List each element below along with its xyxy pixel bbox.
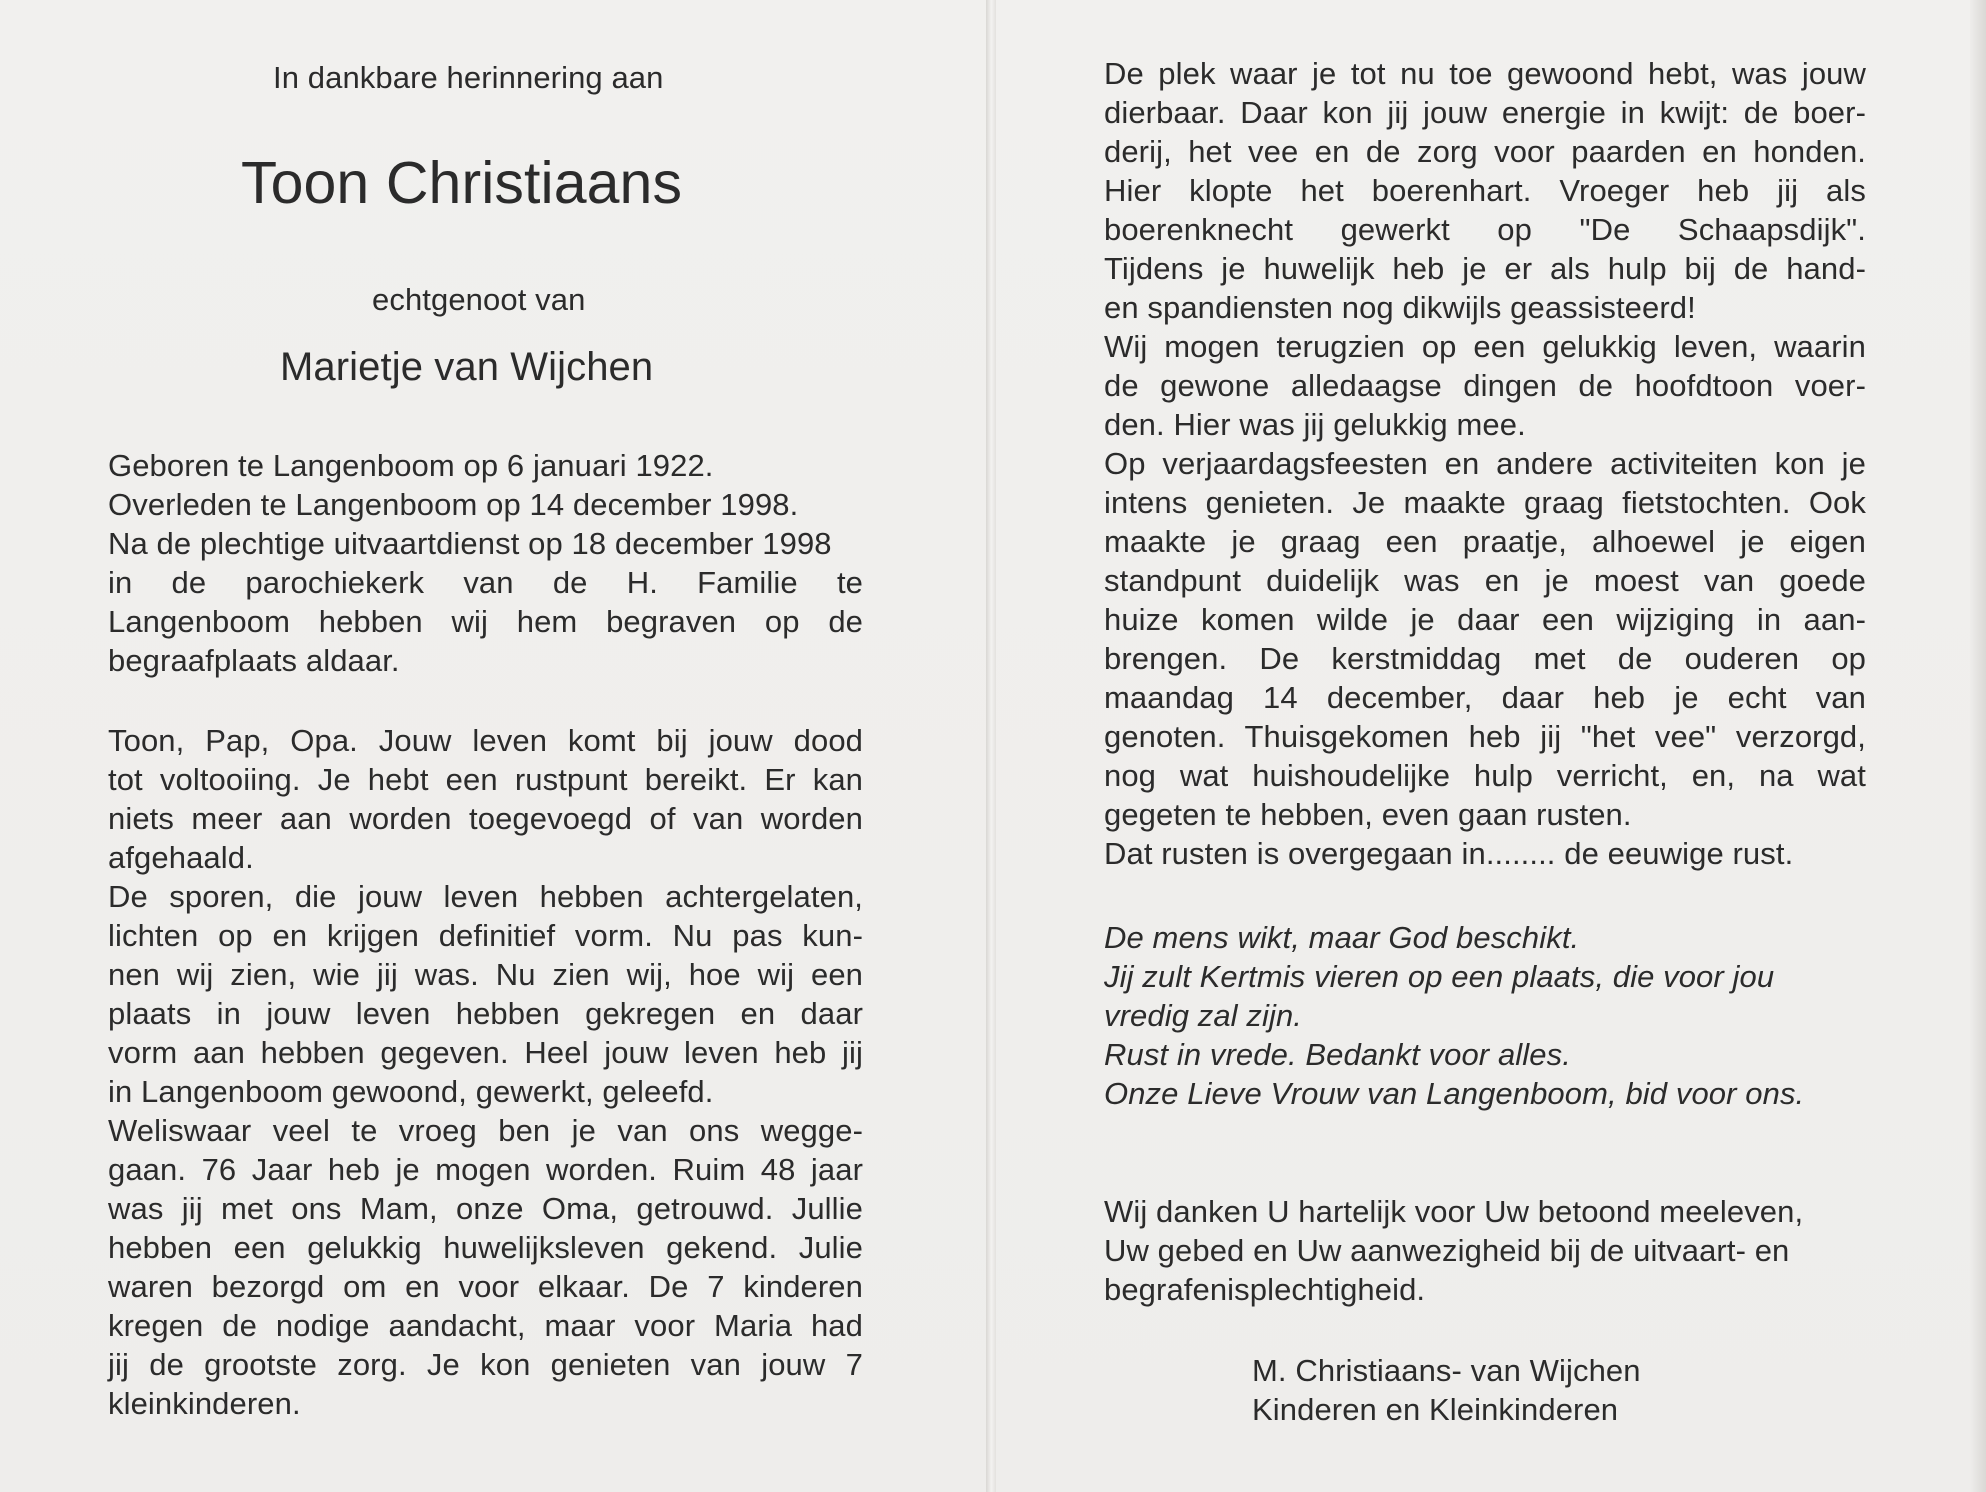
- text-line: huize komen wilde je daar een wijziging in aan-: [1104, 602, 1866, 637]
- quote-line: Onze Lieve Vrouw van Langenboom, bid voor ons.: [1104, 1076, 1805, 1111]
- text-line: en spandiensten nog dikwijls geassisteerd!: [1104, 290, 1696, 325]
- text-line: waren bezorgd om en voor elkaar. De 7 kinderen: [108, 1269, 863, 1304]
- text-line: genoten. Thuisgekomen heb jij "het vee" verzorgd,: [1104, 719, 1866, 754]
- quote-line: De mens wikt, maar God beschikt.: [1104, 920, 1580, 955]
- spouse-intro: echtgenoot van: [372, 282, 586, 317]
- text-line: intens genieten. Je maakte graag fietstochten. Ook: [1104, 485, 1866, 520]
- text-line: boerenknecht gewerkt op "De Schaapsdijk".: [1104, 212, 1866, 247]
- spouse-name: Marietje van Wijchen: [280, 345, 654, 389]
- text-line: in Langenboom gewoond, gewerkt, geleefd.: [108, 1074, 714, 1109]
- text-line: hebben een gelukkig huwelijksleven gekend. Julie: [108, 1230, 863, 1265]
- text-line: afgehaald.: [108, 840, 254, 875]
- text-line: De sporen, die jouw leven hebben achtergelaten,: [108, 879, 863, 914]
- intro-text: In dankbare herinnering aan: [273, 60, 664, 95]
- thanks-line: Uw gebed en Uw aanwezigheid bij de uitvaart- en: [1104, 1233, 1790, 1268]
- text-line: derij, het vee en de zorg voor paarden en honden.: [1104, 134, 1866, 169]
- text-line: dierbaar. Daar kon jij jouw energie in kwijt: de boer-: [1104, 95, 1866, 130]
- text-line: kregen de nodige aandacht, maar voor Maria had: [108, 1308, 863, 1343]
- text-line: plaats in jouw leven hebben gekregen en daar: [108, 996, 863, 1031]
- thanks-line: begrafenisplechtigheid.: [1104, 1272, 1426, 1307]
- text-line: maandag 14 december, daar heb je echt van: [1104, 680, 1866, 715]
- thanks-line: Wij danken U hartelijk voor Uw betoond meeleven,: [1104, 1194, 1804, 1229]
- bio-line: Overleden te Langenboom op 14 december 1998.: [108, 487, 799, 522]
- text-line: gaan. 76 Jaar heb je mogen worden. Ruim 48 jaar: [108, 1152, 863, 1187]
- quote-line: Jij zult Kertmis vieren op een plaats, die voor jou: [1104, 959, 1775, 994]
- text-line: brengen. De kerstmiddag met de ouderen op: [1104, 641, 1866, 676]
- text-line: gegeten te hebben, even gaan rusten.: [1104, 797, 1632, 832]
- text-line: was jij met ons Mam, onze Oma, getrouwd. Jullie: [108, 1191, 863, 1226]
- right-page: [996, 0, 1986, 1492]
- text-line: jij de grootste zorg. Je kon genieten van jouw 7: [108, 1347, 863, 1382]
- text-line: den. Hier was jij gelukkig mee.: [1104, 407, 1526, 442]
- text-line: tot voltooiing. Je hebt een rustpunt bereikt. Er kan: [108, 762, 863, 797]
- signature-line: Kinderen en Kleinkinderen: [1252, 1392, 1619, 1427]
- text-line: Tijdens je huwelijk heb je er als hulp bij de hand-: [1104, 251, 1866, 286]
- text-line: De plek waar je tot nu toe gewoond hebt, was jouw: [1104, 56, 1866, 91]
- quote-line: Rust in vrede. Bedankt voor alles.: [1104, 1037, 1571, 1072]
- text-line: kleinkinderen.: [108, 1386, 301, 1421]
- quote-line: vredig zal zijn.: [1104, 998, 1303, 1033]
- bio-line: Geboren te Langenboom op 6 januari 1922.: [108, 448, 714, 483]
- deceased-name: Toon Christiaans: [241, 150, 683, 216]
- bio-line: in de parochiekerk van de H. Familie te: [108, 565, 863, 600]
- text-line: vorm aan hebben gegeven. Heel jouw leven heb jij: [108, 1035, 863, 1070]
- card-edge: [1970, 0, 1986, 1492]
- text-line: nog wat huishoudelijke hulp verricht, en, na wat: [1104, 758, 1866, 793]
- text-line: Wij mogen terugzien op een gelukkig leven, waarin: [1104, 329, 1866, 364]
- text-line: niets meer aan worden toegevoegd of van worden: [108, 801, 863, 836]
- text-line: nen wij zien, wie jij was. Nu zien wij, hoe wij een: [108, 957, 863, 992]
- text-line: maakte je graag een praatje, alhoewel je eigen: [1104, 524, 1866, 559]
- bio-line: begraafplaats aldaar.: [108, 643, 400, 678]
- text-line: Toon, Pap, Opa. Jouw leven komt bij jouw dood: [108, 723, 863, 758]
- bio-line: Langenboom hebben wij hem begraven op de: [108, 604, 863, 639]
- signature-line: M. Christiaans- van Wijchen: [1252, 1353, 1641, 1388]
- text-line: lichten op en krijgen definitief vorm. Nu pas kun-: [108, 918, 863, 953]
- text-line: Dat rusten is overgegaan in........ de eeuwige rust.: [1104, 836, 1794, 871]
- bio-line: Na de plechtige uitvaartdienst op 18 december 1998: [108, 526, 832, 561]
- text-line: de gewone alledaagse dingen de hoofdtoon voer-: [1104, 368, 1866, 403]
- text-line: Weliswaar veel te vroeg ben je van ons wegge-: [108, 1113, 863, 1148]
- text-line: Hier klopte het boerenhart. Vroeger heb jij als: [1104, 173, 1866, 208]
- text-line: Op verjaardagsfeesten en andere activiteiten kon je: [1104, 446, 1866, 481]
- left-page: [0, 0, 988, 1492]
- text-line: standpunt duidelijk was en je moest van goede: [1104, 563, 1866, 598]
